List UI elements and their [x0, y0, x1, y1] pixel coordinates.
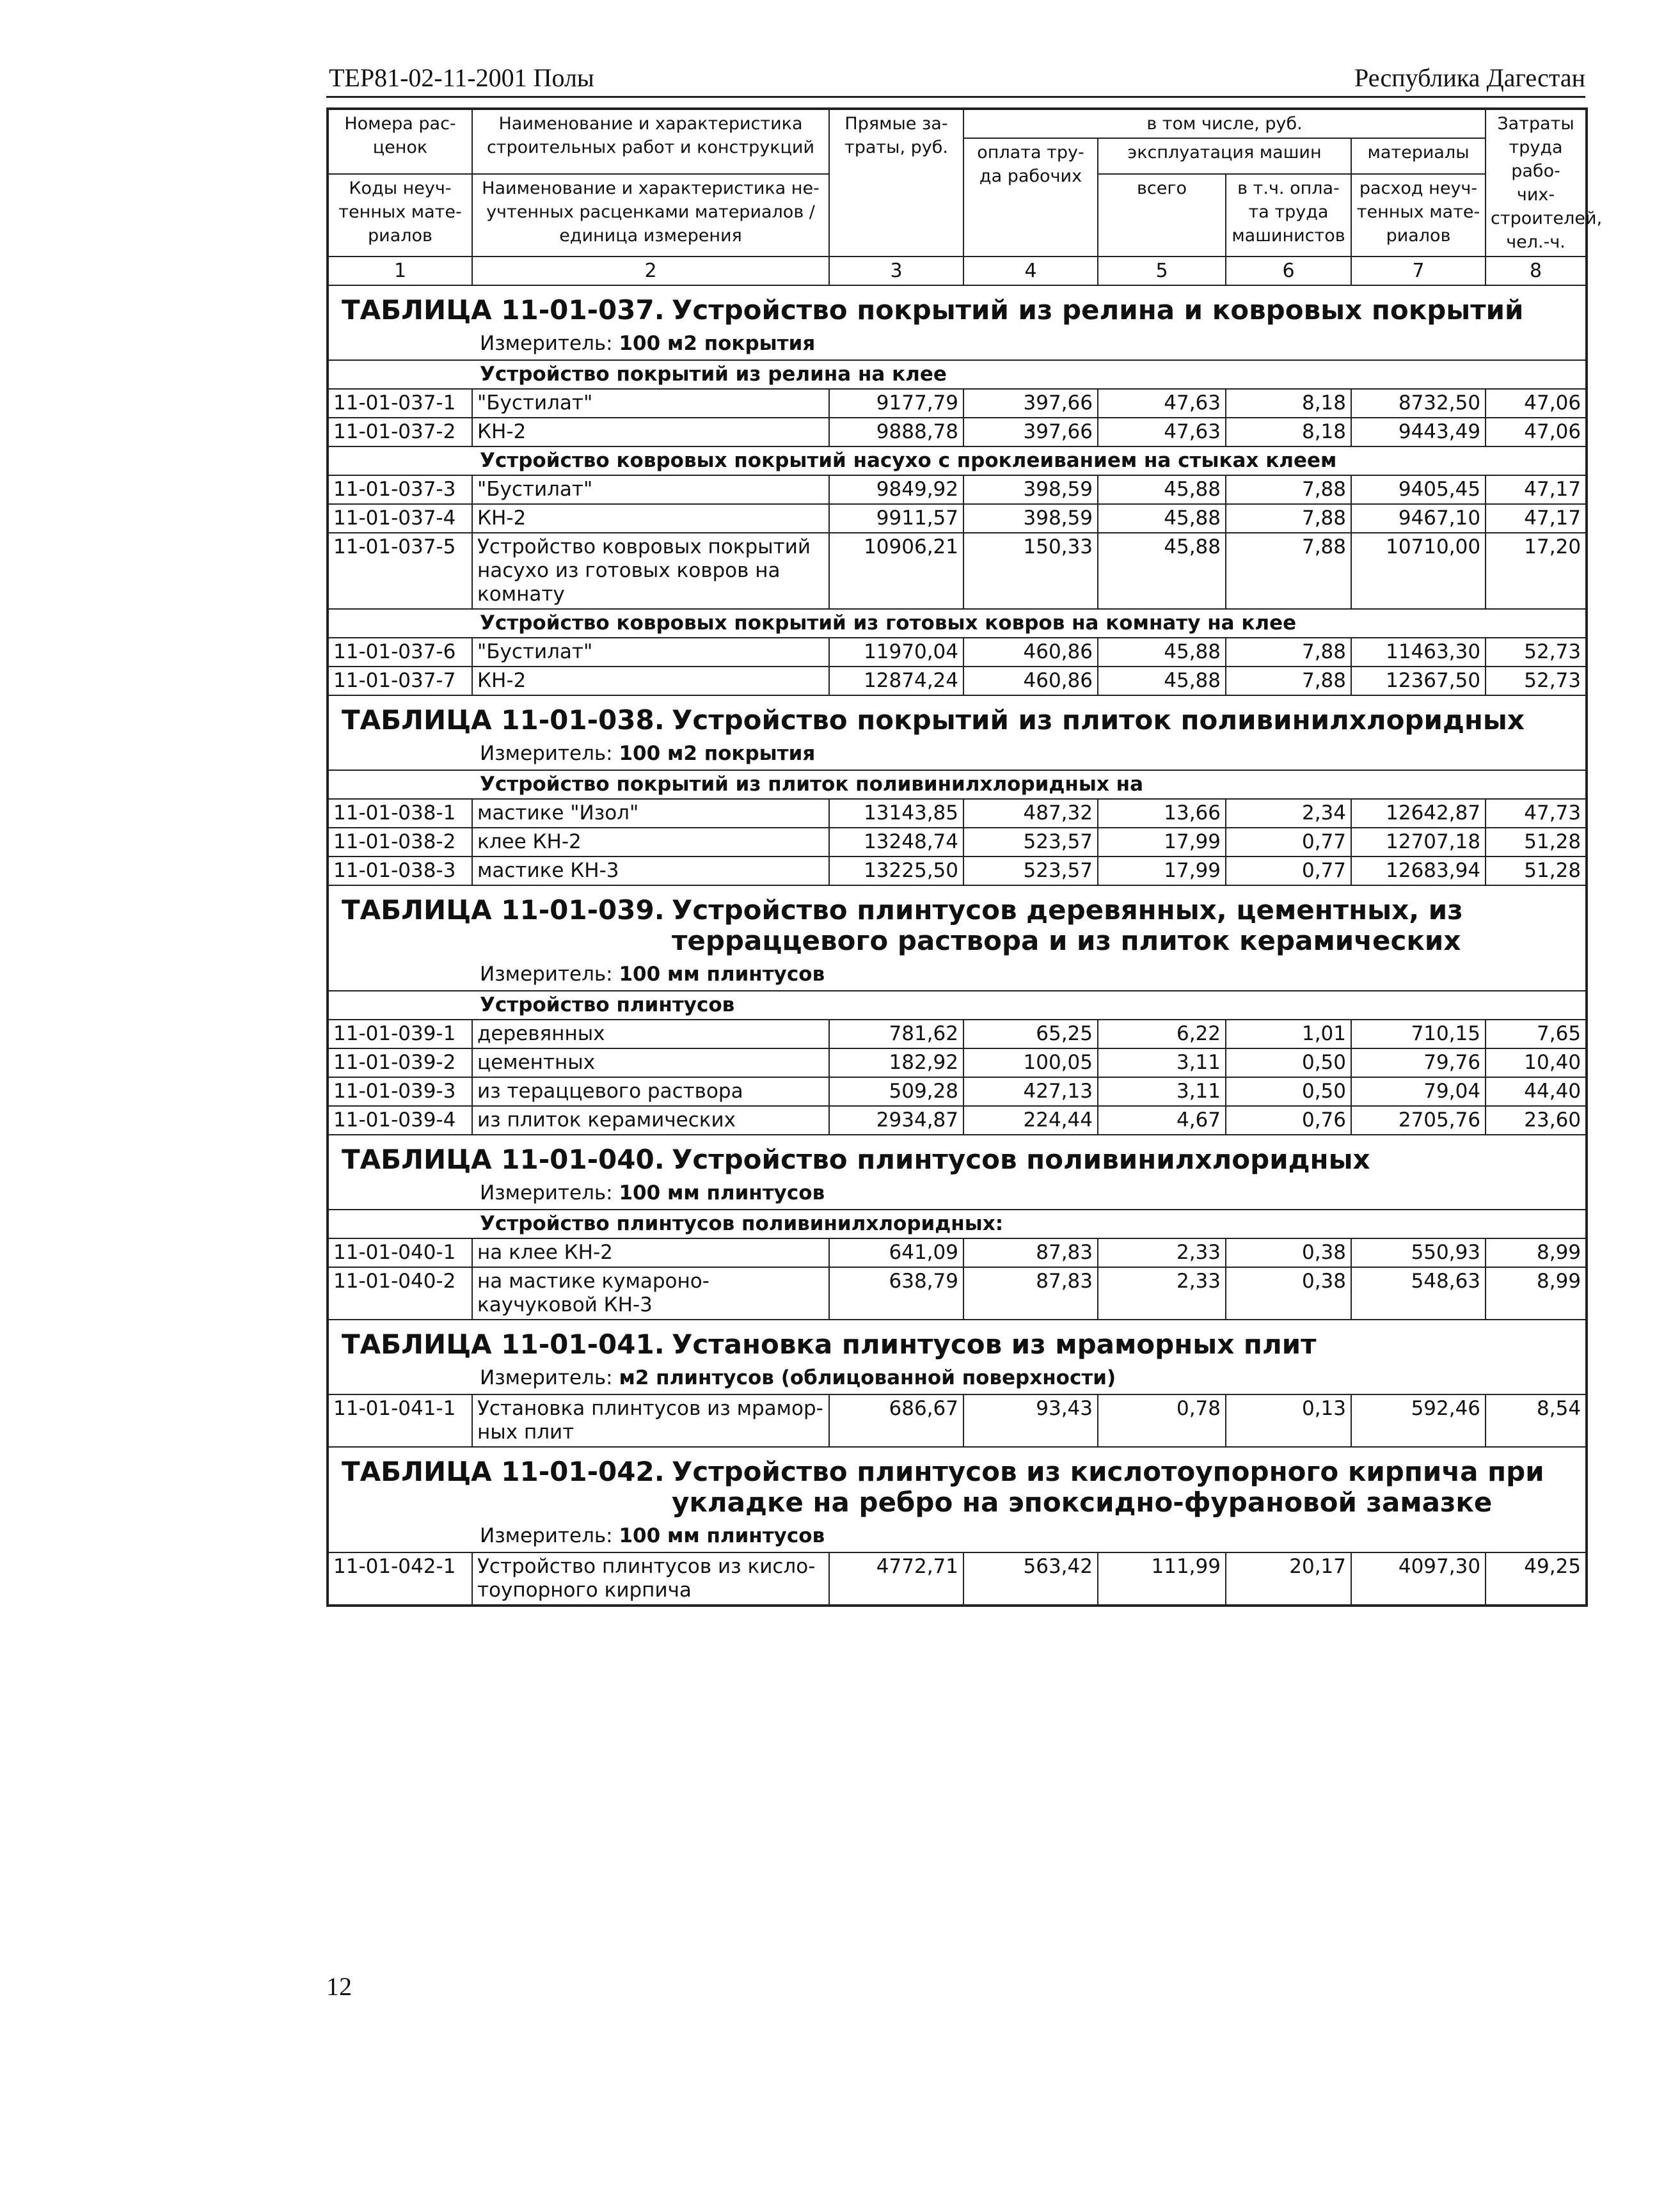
cell-direct-costs: 638,79 [829, 1267, 963, 1320]
running-header-title: ТЕР81-02-11-2001 Полы [329, 63, 594, 92]
cell-work-name: "Бустилат" [472, 389, 829, 418]
col-number: 2 [472, 257, 829, 285]
unit-row [328, 1519, 1587, 1552]
cell-labor-hours: 52,73 [1486, 667, 1587, 695]
cell-worker-pay: 397,66 [963, 418, 1098, 446]
table-title [328, 695, 1587, 737]
cell-work-name: на мастике кумароно- каучуковой КН-3 [472, 1267, 829, 1320]
cell-materials: 9443,49 [1351, 418, 1486, 446]
cell-direct-costs: 13225,50 [829, 857, 963, 885]
cell-work-name: из плиток керамических [472, 1106, 829, 1135]
header-rule [326, 96, 1585, 98]
cell-machines-total: 13,66 [1098, 799, 1226, 828]
table-row [328, 418, 1587, 446]
col-number: 1 [328, 257, 472, 285]
cell-work-name: из тераццевого раствора [472, 1077, 829, 1106]
cell-worker-pay: 93,43 [963, 1394, 1098, 1447]
cell-operator-pay: 7,88 [1226, 638, 1351, 667]
cell-materials: 12367,50 [1351, 667, 1486, 695]
cell-worker-pay: 487,32 [963, 799, 1098, 828]
cell-direct-costs: 9911,57 [829, 504, 963, 533]
cell-rate-code: 11-01-037-6 [328, 638, 472, 667]
cell-operator-pay: 2,34 [1226, 799, 1351, 828]
unit-row [328, 737, 1587, 770]
group-heading-row [328, 770, 1587, 799]
cell-rate-code: 11-01-038-2 [328, 828, 472, 857]
col-number: 6 [1226, 257, 1351, 285]
cell-materials: 9405,45 [1351, 475, 1486, 504]
cell-rate-code: 11-01-040-2 [328, 1267, 472, 1320]
cell-labor-hours: 52,73 [1486, 638, 1587, 667]
cell-work-name: "Бустилат" [472, 638, 829, 667]
cell-machines-total: 45,88 [1098, 475, 1226, 504]
cell-labor-hours: 47,06 [1486, 389, 1587, 418]
cell-worker-pay: 65,25 [963, 1020, 1098, 1048]
col-header-work-name: Наименование и характеристика строительных работ и конструкций [472, 109, 829, 174]
table-row [328, 475, 1587, 504]
cell-rate-code: 11-01-039-3 [328, 1077, 472, 1106]
cell-worker-pay: 460,86 [963, 638, 1098, 667]
cell-materials: 11463,30 [1351, 638, 1486, 667]
unit-cell [328, 327, 1587, 360]
cell-rate-code: 11-01-037-4 [328, 504, 472, 533]
running-header-region: Республика Дагестан [1354, 63, 1585, 92]
table-row [328, 1048, 1587, 1077]
table-title [328, 285, 1587, 327]
col-number: 3 [829, 257, 963, 285]
cell-operator-pay: 20,17 [1226, 1552, 1351, 1606]
cell-direct-costs: 10906,21 [829, 533, 963, 609]
cell-work-name: цементных [472, 1048, 829, 1077]
table-code: ТАБЛИЦА 11-01-041. [342, 1329, 665, 1360]
unit-cell [328, 1519, 1587, 1552]
cell-labor-hours: 51,28 [1486, 828, 1587, 857]
cell-direct-costs: 9888,78 [829, 418, 963, 446]
cell-labor-hours: 17,20 [1486, 533, 1587, 609]
cell-worker-pay: 397,66 [963, 389, 1098, 418]
group-heading-row [328, 1210, 1587, 1238]
cell-operator-pay: 7,88 [1226, 533, 1351, 609]
group-heading-row [328, 991, 1587, 1020]
table-code: ТАБЛИЦА 11-01-040. [342, 1144, 665, 1175]
table-row [328, 1552, 1587, 1606]
unit-label: Измеритель: [480, 742, 613, 765]
col-header-including: в том числе, руб. [963, 109, 1486, 138]
table-title-text: Устройство плинтусов деревянных, цементных, из терраццевого раствора и из плиток керамических [672, 894, 1463, 956]
table-code: ТАБЛИЦА 11-01-042. [342, 1456, 665, 1487]
cell-rate-code: 11-01-037-3 [328, 475, 472, 504]
unit-label: Измеритель: [480, 332, 613, 355]
cell-labor-hours: 8,99 [1486, 1238, 1587, 1267]
col-header-material-codes: Коды неуч- тенных мате- риалов [328, 174, 472, 257]
cell-work-name: мастике КН-3 [472, 857, 829, 885]
cell-labor-hours: 47,17 [1486, 475, 1587, 504]
unit-value: 100 мм плинтусов [619, 963, 825, 986]
table-row [328, 638, 1587, 667]
table-code: ТАБЛИЦА 11-01-037. [342, 294, 665, 326]
col-header-worker-pay: оплата тру- да рабочих [963, 138, 1098, 257]
col-header-direct-costs: Прямые за- траты, руб. [829, 109, 963, 257]
unit-value: 100 мм плинтусов [619, 1524, 825, 1547]
unit-label: Измеритель: [480, 963, 613, 986]
cell-operator-pay: 7,88 [1226, 667, 1351, 695]
unit-value: 100 м2 покрытия [619, 332, 816, 355]
cell-labor-hours: 49,25 [1486, 1552, 1587, 1606]
table-row [328, 533, 1587, 609]
cell-machines-total: 47,63 [1098, 389, 1226, 418]
table-row [328, 1394, 1587, 1447]
table-row [328, 389, 1587, 418]
cell-machines-total: 3,11 [1098, 1077, 1226, 1106]
cell-machines-total: 3,11 [1098, 1048, 1226, 1077]
cell-machines-total: 45,88 [1098, 504, 1226, 533]
table-row [328, 504, 1587, 533]
cell-operator-pay: 0,76 [1226, 1106, 1351, 1135]
cell-rate-code: 11-01-041-1 [328, 1394, 472, 1447]
cell-labor-hours: 47,73 [1486, 799, 1587, 828]
col-header-machines-total: всего [1098, 174, 1226, 257]
cell-materials: 8732,50 [1351, 389, 1486, 418]
cell-machines-total: 45,88 [1098, 533, 1226, 609]
col-number: 4 [963, 257, 1098, 285]
cell-worker-pay: 150,33 [963, 533, 1098, 609]
cell-direct-costs: 9849,92 [829, 475, 963, 504]
table-title [328, 1135, 1587, 1176]
table-code: ТАБЛИЦА 11-01-039. [342, 894, 665, 926]
cell-machines-total: 111,99 [1098, 1552, 1226, 1606]
unit-row [328, 327, 1587, 360]
cell-rate-code: 11-01-042-1 [328, 1552, 472, 1606]
cell-materials: 2705,76 [1351, 1106, 1486, 1135]
unit-row [328, 1361, 1587, 1394]
unit-label: Измеритель: [480, 1181, 613, 1204]
cell-rate-code: 11-01-038-1 [328, 799, 472, 828]
table-title-row [328, 885, 1587, 958]
cell-work-name: КН-2 [472, 504, 829, 533]
column-header-row-1 [328, 109, 1587, 138]
cell-direct-costs: 182,92 [829, 1048, 963, 1077]
cell-worker-pay: 100,05 [963, 1048, 1098, 1077]
cell-machines-total: 0,78 [1098, 1394, 1226, 1447]
col-header-materials: материалы [1351, 138, 1486, 174]
table-row [328, 1077, 1587, 1106]
cell-machines-total: 4,67 [1098, 1106, 1226, 1135]
cell-rate-code: 11-01-037-2 [328, 418, 472, 446]
table-row [328, 828, 1587, 857]
cell-materials: 79,76 [1351, 1048, 1486, 1077]
rates-table [326, 107, 1603, 1607]
cell-worker-pay: 224,44 [963, 1106, 1098, 1135]
cell-labor-hours: 10,40 [1486, 1048, 1587, 1077]
col-number: 5 [1098, 257, 1226, 285]
cell-worker-pay: 523,57 [963, 857, 1098, 885]
cell-labor-hours: 23,60 [1486, 1106, 1587, 1135]
cell-rate-code: 11-01-039-2 [328, 1048, 472, 1077]
col-header-labor-hours: Затраты труда рабо- чих- строителей, чел.-ч. [1486, 109, 1587, 257]
cell-operator-pay: 0,50 [1226, 1048, 1351, 1077]
cell-operator-pay: 8,18 [1226, 389, 1351, 418]
cell-direct-costs: 13143,85 [829, 799, 963, 828]
cell-work-name: Устройство плинтусов из кисло- тоупорного кирпича [472, 1552, 829, 1606]
cell-worker-pay: 427,13 [963, 1077, 1098, 1106]
cell-operator-pay: 7,88 [1226, 504, 1351, 533]
cell-machines-total: 17,99 [1098, 828, 1226, 857]
unit-value: м2 плинтусов (облицованной поверхности) [619, 1366, 1116, 1389]
cell-direct-costs: 9177,79 [829, 389, 963, 418]
table-title [328, 1320, 1587, 1361]
cell-operator-pay: 0,77 [1226, 857, 1351, 885]
table-title-text: Устройство плинтусов поливинилхлоридных [672, 1144, 1370, 1175]
table-title-text: Устройство плинтусов из кислотоупорного кирпича при укладке на ребро на эпоксидно-фурановой замазке [672, 1456, 1544, 1518]
unit-cell [328, 1176, 1587, 1210]
cell-materials: 710,15 [1351, 1020, 1486, 1048]
group-heading-row [328, 446, 1587, 475]
group-heading: Устройство покрытий из релина на клее [328, 360, 1587, 389]
cell-machines-total: 45,88 [1098, 667, 1226, 695]
cell-labor-hours: 47,06 [1486, 418, 1587, 446]
cell-direct-costs: 686,67 [829, 1394, 963, 1447]
table-row [328, 1238, 1587, 1267]
col-header-operator-pay: в т.ч. опла- та труда машинистов [1226, 174, 1351, 257]
cell-work-name: КН-2 [472, 667, 829, 695]
cell-direct-costs: 11970,04 [829, 638, 963, 667]
cell-direct-costs: 12874,24 [829, 667, 963, 695]
table-row [328, 799, 1587, 828]
unit-label: Измеритель: [480, 1366, 613, 1389]
cell-rate-code: 11-01-038-3 [328, 857, 472, 885]
cell-materials: 4097,30 [1351, 1552, 1486, 1606]
cell-operator-pay: 0,13 [1226, 1394, 1351, 1447]
cell-rate-code: 11-01-039-4 [328, 1106, 472, 1135]
table-title-text: Устройство покрытий из плиток поливинилхлоридных [672, 704, 1525, 736]
cell-work-name: деревянных [472, 1020, 829, 1048]
col-header-machines: эксплуатация машин [1098, 138, 1351, 174]
cell-direct-costs: 4772,71 [829, 1552, 963, 1606]
cell-machines-total: 2,33 [1098, 1238, 1226, 1267]
cell-operator-pay: 1,01 [1226, 1020, 1351, 1048]
cell-materials: 550,93 [1351, 1238, 1486, 1267]
group-heading: Устройство плинтусов [328, 991, 1587, 1020]
group-heading: Устройство ковровых покрытий из готовых ковров на комнату на клее [328, 609, 1587, 638]
table-row [328, 1020, 1587, 1048]
cell-operator-pay: 0,77 [1226, 828, 1351, 857]
cell-materials: 12683,94 [1351, 857, 1486, 885]
unit-value: 100 мм плинтусов [619, 1181, 825, 1204]
table-row [328, 667, 1587, 695]
cell-work-name: Установка плинтусов из мрамор- ных плит [472, 1394, 829, 1447]
cell-worker-pay: 523,57 [963, 828, 1098, 857]
group-heading: Устройство плинтусов поливинилхлоридных: [328, 1210, 1587, 1238]
cell-worker-pay: 87,83 [963, 1267, 1098, 1320]
page-number: 12 [326, 1972, 352, 2001]
column-number-row [328, 257, 1587, 285]
unit-row [328, 958, 1587, 991]
cell-direct-costs: 641,09 [829, 1238, 963, 1267]
unit-cell [328, 737, 1587, 770]
table-title-row [328, 1320, 1587, 1361]
col-number: 8 [1486, 257, 1587, 285]
table-code: ТАБЛИЦА 11-01-038. [342, 704, 665, 736]
cell-machines-total: 47,63 [1098, 418, 1226, 446]
cell-materials: 9467,10 [1351, 504, 1486, 533]
cell-worker-pay: 460,86 [963, 667, 1098, 695]
cell-operator-pay: 8,18 [1226, 418, 1351, 446]
cell-work-name: Устройство ковровых покрытий насухо из готовых ковров на комнату [472, 533, 829, 609]
group-heading: Устройство ковровых покрытий насухо с проклеиванием на стыках клеем [328, 446, 1587, 475]
cell-direct-costs: 509,28 [829, 1077, 963, 1106]
cell-operator-pay: 0,38 [1226, 1238, 1351, 1267]
cell-labor-hours: 7,65 [1486, 1020, 1587, 1048]
cell-rate-code: 11-01-037-1 [328, 389, 472, 418]
cell-direct-costs: 781,62 [829, 1020, 963, 1048]
cell-work-name: клее КН-2 [472, 828, 829, 857]
unit-value: 100 м2 покрытия [619, 742, 816, 765]
cell-labor-hours: 51,28 [1486, 857, 1587, 885]
col-number: 7 [1351, 257, 1486, 285]
cell-machines-total: 2,33 [1098, 1267, 1226, 1320]
table-row [328, 1267, 1587, 1320]
cell-work-name: мастике "Изол" [472, 799, 829, 828]
table-title-row [328, 1447, 1587, 1519]
cell-machines-total: 45,88 [1098, 638, 1226, 667]
table-title-row [328, 695, 1587, 737]
cell-work-name: КН-2 [472, 418, 829, 446]
unit-cell [328, 958, 1587, 991]
cell-materials: 12707,18 [1351, 828, 1486, 857]
cell-operator-pay: 0,38 [1226, 1267, 1351, 1320]
table-title [328, 885, 1587, 958]
table-row [328, 857, 1587, 885]
table-title [328, 1447, 1587, 1519]
table-title-text: Установка плинтусов из мраморных плит [672, 1329, 1317, 1360]
cell-labor-hours: 47,17 [1486, 504, 1587, 533]
cell-machines-total: 6,22 [1098, 1020, 1226, 1048]
table-title-row [328, 1135, 1587, 1176]
cell-direct-costs: 13248,74 [829, 828, 963, 857]
cell-rate-code: 11-01-040-1 [328, 1238, 472, 1267]
cell-operator-pay: 7,88 [1226, 475, 1351, 504]
cell-labor-hours: 44,40 [1486, 1077, 1587, 1106]
cell-materials: 12642,87 [1351, 799, 1486, 828]
cell-worker-pay: 563,42 [963, 1552, 1098, 1606]
cell-work-name: на клее КН-2 [472, 1238, 829, 1267]
group-heading-row [328, 360, 1587, 389]
cell-worker-pay: 398,59 [963, 475, 1098, 504]
table-title-row [328, 285, 1587, 327]
unit-row [328, 1176, 1587, 1210]
unit-label: Измеритель: [480, 1524, 613, 1547]
cell-rate-code: 11-01-039-1 [328, 1020, 472, 1048]
cell-rate-code: 11-01-037-5 [328, 533, 472, 609]
cell-materials: 79,04 [1351, 1077, 1486, 1106]
cell-materials: 592,46 [1351, 1394, 1486, 1447]
group-heading: Устройство покрытий из плиток поливинилхлоридных на [328, 770, 1587, 799]
unit-cell [328, 1361, 1587, 1394]
col-header-material-names: Наименование и характеристика не- учтенных расценками материалов / единица измерения [472, 174, 829, 257]
cell-materials: 10710,00 [1351, 533, 1486, 609]
table-row [328, 1106, 1587, 1135]
cell-operator-pay: 0,50 [1226, 1077, 1351, 1106]
cell-worker-pay: 87,83 [963, 1238, 1098, 1267]
col-header-rate-numbers: Номера рас- ценок [328, 109, 472, 174]
cell-rate-code: 11-01-037-7 [328, 667, 472, 695]
cell-worker-pay: 398,59 [963, 504, 1098, 533]
group-heading-row [328, 609, 1587, 638]
table-title-text: Устройство покрытий из релина и ковровых покрытий [672, 294, 1524, 326]
cell-work-name: "Бустилат" [472, 475, 829, 504]
col-header-material-usage: расход неуч- тенных мате- риалов [1351, 174, 1486, 257]
cell-labor-hours: 8,54 [1486, 1394, 1587, 1447]
cell-labor-hours: 8,99 [1486, 1267, 1587, 1320]
cell-direct-costs: 2934,87 [829, 1106, 963, 1135]
cell-machines-total: 17,99 [1098, 857, 1226, 885]
cell-materials: 548,63 [1351, 1267, 1486, 1320]
